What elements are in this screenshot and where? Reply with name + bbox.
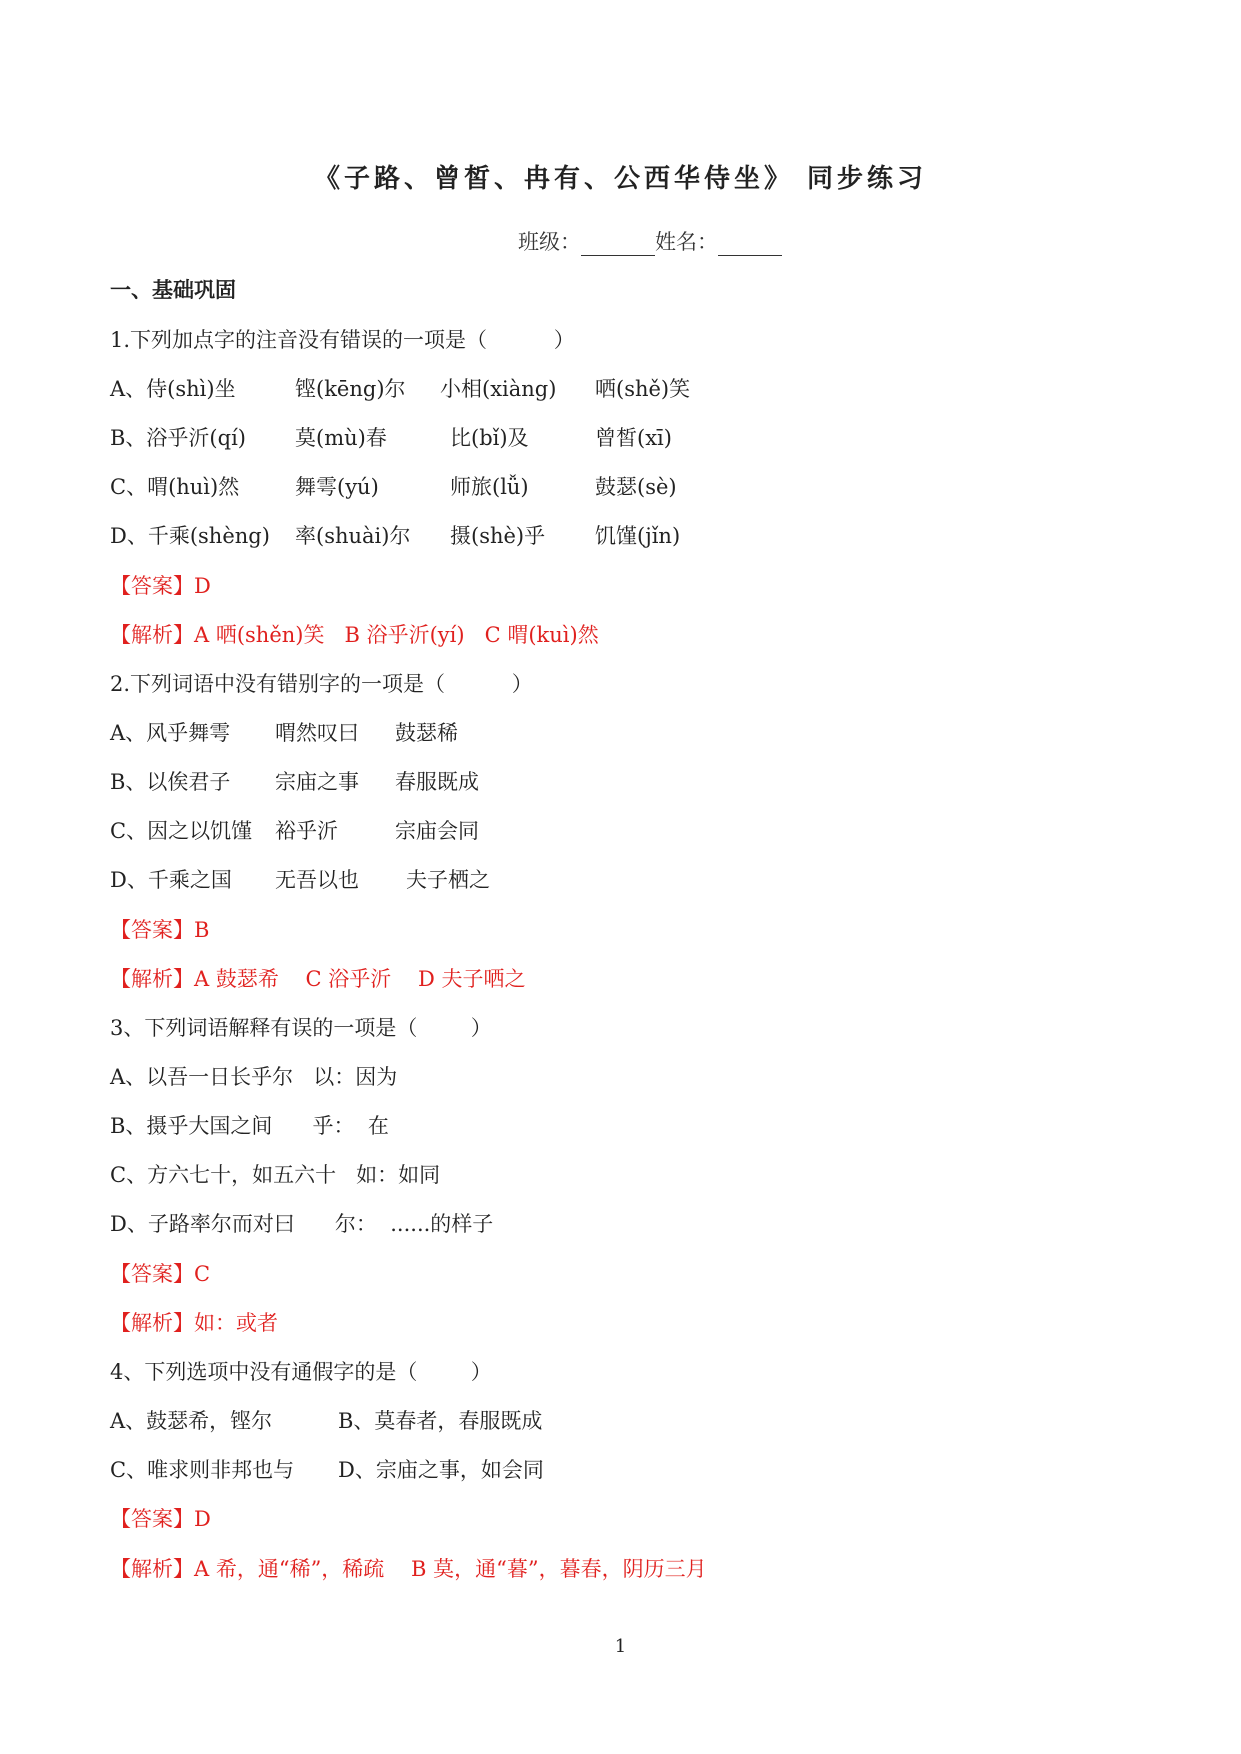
option-item: 铿(kēng)尔 [295,377,406,401]
page-number: 1 [614,1636,627,1657]
question-2-analysis: 【解析】A 鼓瑟希 C 浴乎沂 D 夫子哂之 [110,967,526,991]
option-item: B、莫春者，春服既成 [338,1409,543,1433]
class-label: 班级： [518,230,581,254]
option-item: 舞雩(yú) [295,475,379,499]
option-item: 喟然叹曰 [275,721,359,745]
document-title: 《子路、曾皙、冉有、公西华侍坐》 同步练习 [313,164,928,194]
class-name-line [518,226,782,256]
question-3-option-a: A、以吾一日长乎尔 以：因为 [110,1065,398,1089]
option-item: 率(shuài)尔 [295,524,411,548]
name-blank [718,233,782,256]
section-heading: 一、基础巩固 [110,278,236,302]
option-item: 哂(shě)笑 [595,377,691,401]
option-item: D、宗庙之事，如会同 [338,1458,544,1482]
question-2-stem: 2.下列词语中没有错别字的一项是（ ） [110,672,533,696]
class-blank [581,233,655,256]
option-item: 无吾以也 [275,868,359,892]
option-item: 鼓瑟(sè) [595,475,677,499]
question-4-answer: 【答案】D [110,1507,211,1531]
option-item: 莫(mù)春 [295,426,387,450]
question-3-option-b: B、摄乎大国之间 乎： 在 [110,1114,389,1138]
option-item: 摄(shè)乎 [450,524,546,548]
option-item: 饥馑(jǐn) [595,524,681,548]
option-item: A、风乎舞雩 [110,721,231,745]
name-label: 姓名： [655,230,718,254]
option-item: 鼓瑟稀 [395,721,458,745]
option-item: 夫子栖之 [406,868,490,892]
option-item: B、以俟君子 [110,770,231,794]
option-item: D、千乘(shèng) [110,524,270,548]
question-3-stem: 3、下列词语解释有误的一项是（ ） [110,1016,492,1040]
question-4-stem: 4、下列选项中没有通假字的是（ ） [110,1360,492,1384]
option-item: C、唯求则非邦也与 [110,1458,295,1482]
option-item: 宗庙之事 [275,770,359,794]
question-3-analysis: 【解析】如：或者 [110,1311,278,1335]
question-3-option-d: D、子路率尔而对曰 尔： ......的样子 [110,1212,494,1236]
option-item: 宗庙会同 [395,819,479,843]
option-item: B、浴乎沂(qí) [110,426,246,450]
question-2-answer: 【答案】B [110,918,210,942]
question-1-stem: 1.下列加点字的注音没有错误的一项是（ ） [110,328,575,352]
option-item: C、喟(huì)然 [110,475,240,499]
question-4-analysis: 【解析】A 希，通“稀”，稀疏 B 莫，通“暮”，暮春，阴历三月 [110,1557,707,1581]
question-1-analysis: 【解析】A 哂(shěn)笑 B 浴乎沂(yí) C 喟(kuì)然 [110,623,599,647]
option-item: 曾皙(xī) [595,426,672,450]
option-item: 春服既成 [395,770,479,794]
question-3-answer: 【答案】C [110,1262,211,1286]
question-3-option-c: C、方六七十，如五六十 如：如同 [110,1163,441,1187]
question-1-answer: 【答案】D [110,574,211,598]
option-item: 师旅(lǚ) [450,475,529,499]
option-item: 小相(xiàng) [440,377,557,401]
option-item: A、侍(shì)坐 [110,377,236,401]
option-item: 比(bǐ)及 [450,426,529,450]
option-item: C、因之以饥馑 [110,819,253,843]
option-item: A、鼓瑟希，铿尔 [110,1409,273,1433]
option-item: 裕乎沂 [275,819,338,843]
option-item: D、千乘之国 [110,868,232,892]
